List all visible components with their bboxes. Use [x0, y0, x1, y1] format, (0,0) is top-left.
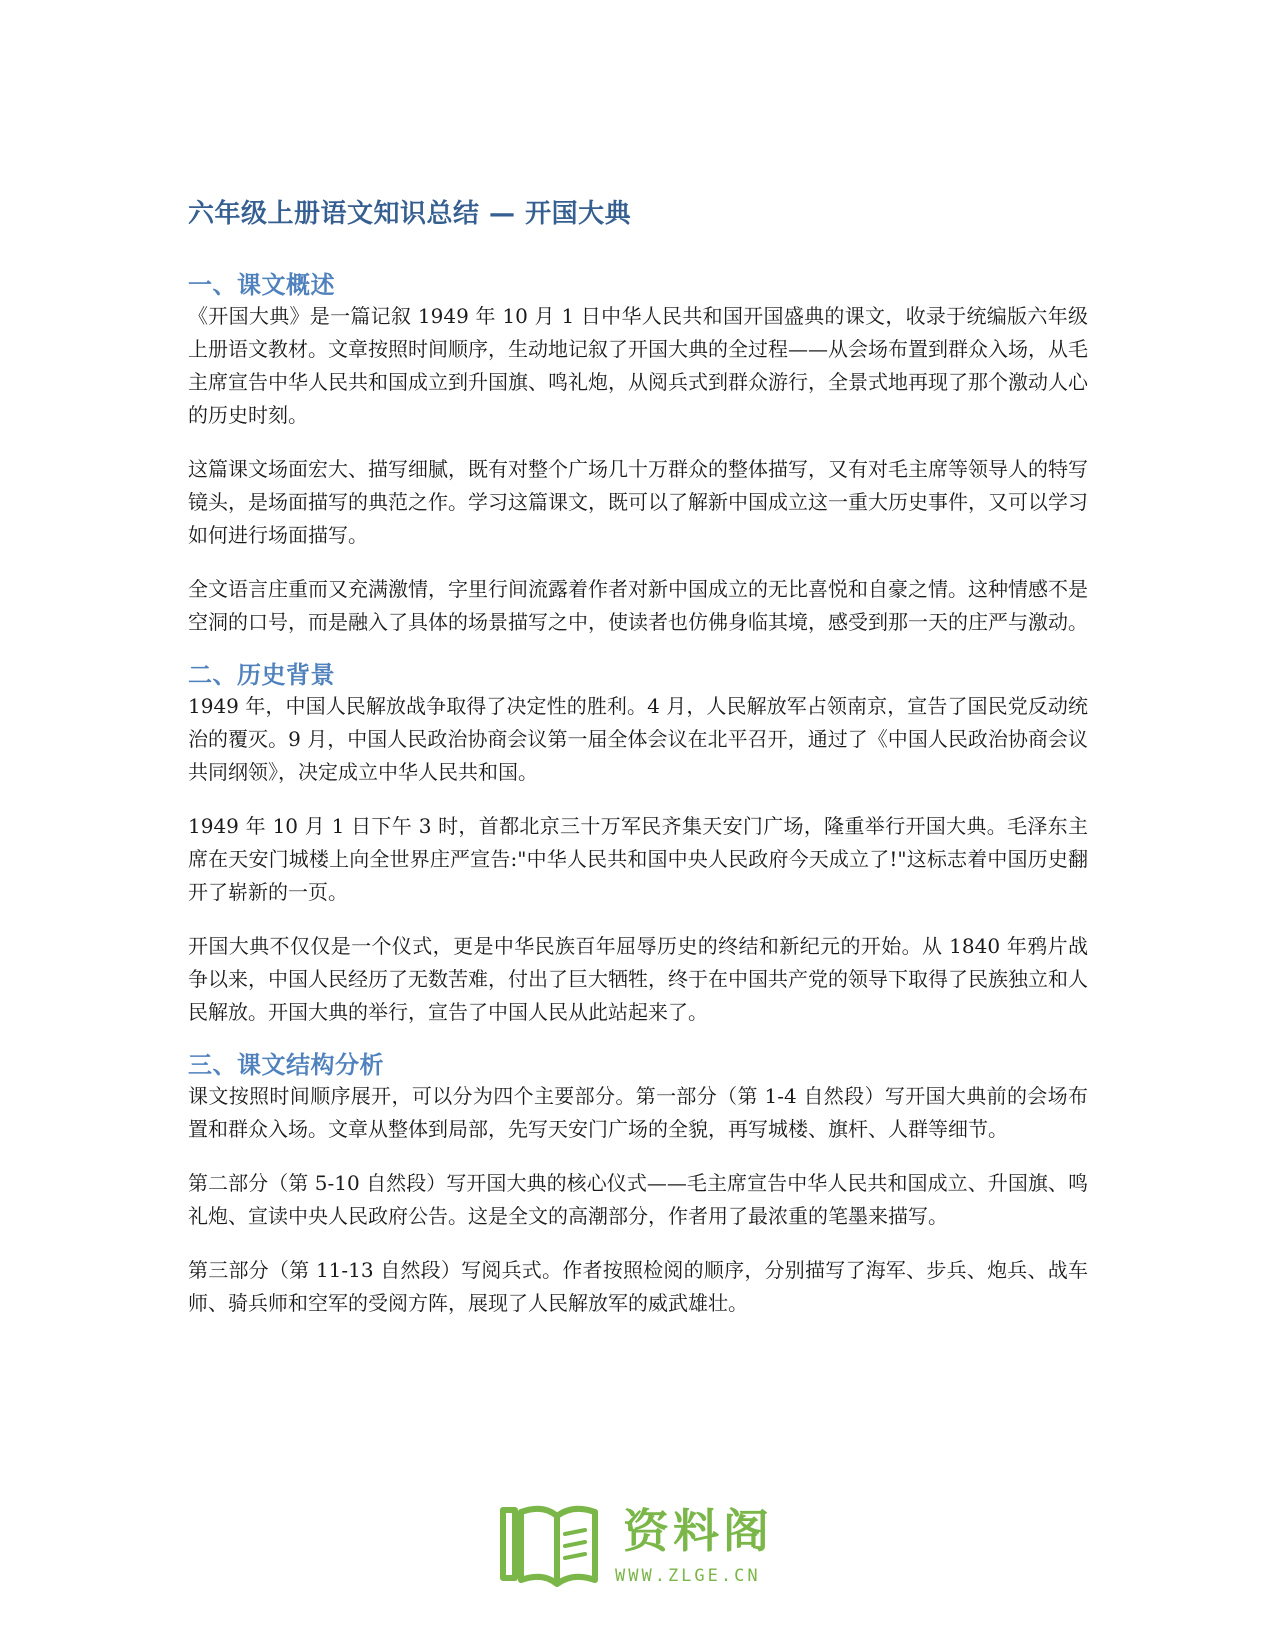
section-overview [188, 270, 1088, 639]
section-history [188, 660, 1088, 1029]
document-title: 六年级上册语文知识总结 — 开国大典 [188, 199, 632, 229]
section-structure [188, 1050, 1088, 1320]
paragraph: 第三部分（第 11-13 自然段）写阅兵式。作者按照检阅的顺序，分别描写了海军、步兵、炮兵、战车师、骑兵师和空军的受阅方阵，展现了人民解放军的威武雄壮。 [188, 1258, 1088, 1315]
paragraph: 这篇课文场面宏大、描写细腻，既有对整个广场几十万群众的整体描写，又有对毛主席等领导人的特写镜头，是场面描写的典范之作。学习这篇课文，既可以了解新中国成立这一重大历史事件，又可以学习如何进行场面描写。 [188, 457, 1088, 547]
watermark-url: WWW.ZLGE.CN [615, 1566, 761, 1586]
paragraph: 1949 年，中国人民解放战争取得了决定性的胜利。4 月，人民解放军占领南京，宣告了国民党反动统治的覆灭。9 月，中国人民政治协商会议第一届全体会议在北平召开，通过了《中国人民政治协商会议共同纲领》，决定成立中华人民共和国。 [188, 694, 1088, 784]
watermark [495, 1500, 795, 1600]
book-folder-logo-icon [495, 1500, 615, 1592]
document-page [188, 198, 1088, 1341]
section-heading: 二、历史背景 [188, 661, 335, 689]
paragraph: 开国大典不仅仅是一个仪式，更是中华民族百年屈辱历史的终结和新纪元的开始。从 1840 年鸦片战争以来，中国人民经历了无数苦难，付出了巨大牺牲，终于在中国共产党的领导下取得了民族独立和人民解放。开国大典的举行，宣告了中国人民从此站起来了。 [188, 934, 1088, 1024]
paragraph: 1949 年 10 月 1 日下午 3 时，首都北京三十万军民齐集天安门广场，隆重举行开国大典。毛泽东主席在天安门城楼上向全世界庄严宣告:"中华人民共和国中央人民政府今天成立了!"这标志着中国历史翻开了崭新的一页。 [188, 814, 1088, 904]
paragraph: 课文按照时间顺序展开，可以分为四个主要部分。第一部分（第 1-4 自然段）写开国大典前的会场布置和群众入场。文章从整体到局部，先写天安门广场的全貌，再写城楼、旗杆、人群等细节。 [188, 1084, 1088, 1141]
paragraph: 第二部分（第 5-10 自然段）写开国大典的核心仪式——毛主席宣告中华人民共和国成立、升国旗、鸣礼炮、宣读中央人民政府公告。这是全文的高潮部分，作者用了最浓重的笔墨来描写。 [188, 1171, 1088, 1228]
section-heading: 一、课文概述 [188, 271, 335, 299]
section-heading: 三、课文结构分析 [188, 1051, 384, 1079]
paragraph: 全文语言庄重而又充满激情，字里行间流露着作者对新中国成立的无比喜悦和自豪之情。这种情感不是空洞的口号，而是融入了具体的场景描写之中，使读者也仿佛身临其境，感受到那一天的庄严与激动。 [188, 577, 1088, 634]
watermark-name: 资料阁 [623, 1504, 773, 1558]
paragraph: 《开国大典》是一篇记叙 1949 年 10 月 1 日中华人民共和国开国盛典的课文，收录于统编版六年级上册语文教材。文章按照时间顺序，生动地记叙了开国大典的全过程——从会场布置到群众入场，从毛主席宣告中华人民共和国成立到升国旗、鸣礼炮，从阅兵式到群众游行，全景式地再现了那个激动人心的历史时刻。 [188, 304, 1088, 427]
